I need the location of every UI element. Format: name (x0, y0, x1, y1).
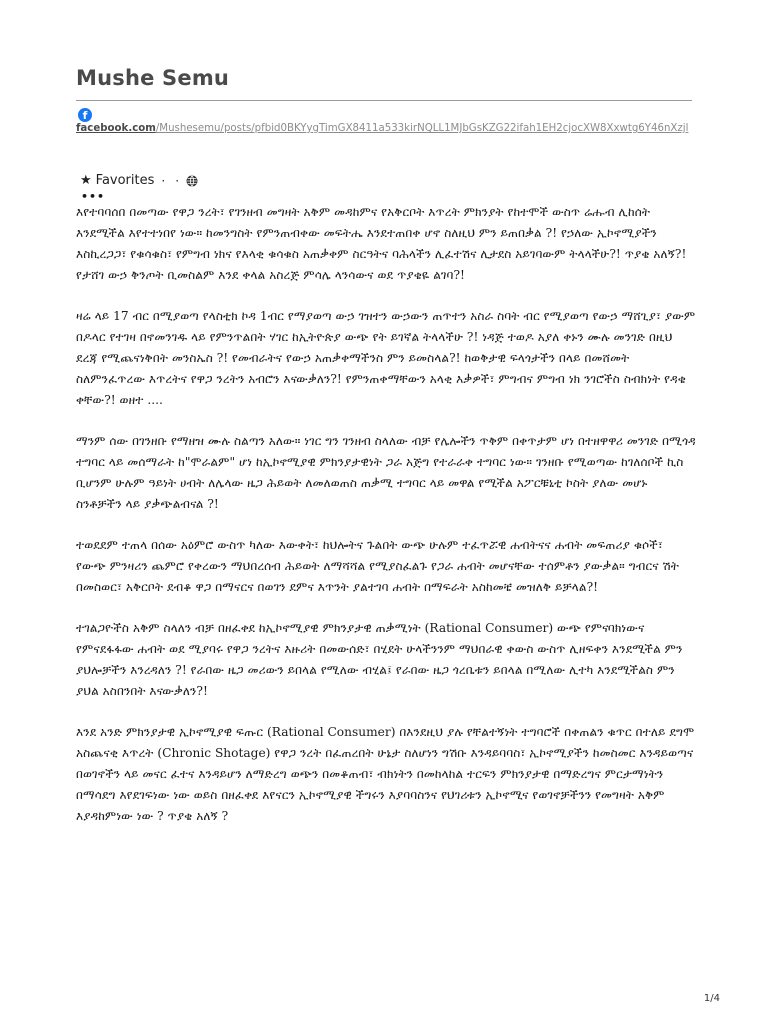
post-meta (80, 173, 198, 188)
link-domain[interactable]: facebook.com (76, 123, 156, 134)
paragraph: እየተባባሰበ በመጣው የዋጋ ንረት፣ የገንዘብ መግዛት አቅም መዳከምና የአቅርቦት እጥረት ምክንያት የከተሞች ውስጥ ሬሑብ ሊከሰት እንደሚችል እየተተነበየ ነው። ከመንግስት የምንጠብቀው መፍትሔ እንደተጠበቀ ሆኖ ስለዚህ ምን ይጠበቃል ?! የኃለው ኢኮኖሚያችን እስኪረጋጋ፣ የቁሳቁስ፣ የምግብ ነክና የእላቂ ቁሳቁስ አጠቃቀም ስርዓትና ባሕላችን ሊፈተሽና ሊታደስ አይገባውም ትላላችሁ?! ጥያቄ አለኝ?! የታሸገ ውኃ ቅንጦት ቢመስልም እንደ ቀላል አስረጅ ምሳሌ ላንሳውና ወደ ጥያቄዬ ልገባ?! (76, 205, 687, 282)
page-number: 1/4 (703, 993, 720, 1004)
paragraph: እንደ አንድ ምክንያታዊ ኢኮኖሚያዊ ፍጡር (Rational Consumer) በእንደዚህ ያሉ የቸልተኝነት ተግባሮች በቀጠልን ቁጥር በተለይ ደግሞ አስጨናቂ እጥረት (Chronic Shotage) የዋጋ ንረት በፈጠረበት ሁኔታ ስለሆነን ግሽቡ እንዳይባባስ፣ ኢኮኖሚያችን ከመስመር እንዳይወጣና በወገኖችን ላይ መናር ፈተና እንዳይሆን ለማድረግ ወጭን በመቆጠብ፣ ብክነትን በመከላከል ተርፍን ምክንያታዊ በማድረግና ምርታማነትን በማሳደግ እየደገፍነው ነው ወይስ በዘፈቀደ እየናርን ኢኮኖሚያዊ ችግሩን እያባባስንና የህገሪቱን ኢኮኖሚና የወገኖቻችንን የመግዛት አቅም እያዳከምነው ነው ? ጥያቄ አለኝ ? (76, 725, 695, 823)
globe-icon (186, 175, 198, 187)
more-options[interactable]: ••• (81, 190, 106, 203)
source-link[interactable] (76, 122, 696, 136)
paragraph: ዛሬ ላይ 17 ብር በሚያወጣ የላስቲክ ኮዳ 1ብር የማያወጣ ውኃ ገዝተን ውኃውን ጠጥተን አስራ ስባት ብር የሚያወጣ የውኃ ማሸጊያ፣ ያውም በዶላር የተገዛ በኖመንገዱ ላይ የምንጥልበት ሃገር ከኢትዮጵያ ውጭ የት ይገኛል ትላላችሁ ?! ነዳጅ ተወዶ አያለ ቀኑን ሙሉ መንገድ በዚህ ደረጃ የሚጨናነቅበት መንስኤስ ?! የመብራትና የውኃ አጠቃቀማችንስ ምን ይመስላል?! ከወቅታዊ ፍላጎታችን በላይ በመሸመት ስለምንፈጥረው እጥረትና የዋጋ ንረትን አብሮን እናውቃለን?! የምንጠቀማቸውን አላቂ እቃዎች፣ ምግብና ምግብ ነክ ንገሮችስ ስብክነት የዳቄ ቀቸው?! ወዘተ .... (76, 309, 696, 407)
post-body (76, 202, 696, 847)
paragraph: ተገልጋዮችስ አቅም ስላለን ብቻ በዘፈቀደ ከኢኮኖሚያዊ ምክንያታዊ ጠቃሚነት (Rational Consumer) ውጭ የምናባክነውና የምናደፋፋው ሐብት ወደ ሚያባሩ የዋጋ ንረትና እዙሪት በመውሰድ፣ በሂደት ሁላችንንም ማህበራዊ ቀውስ ውስጥ ሊዘፍቀን እንደሚችል ምን ያህሎቻችን እንረዳለን ?! የራበው ዜጋ መሪውን ይበላል የሚለው ብሂል፤ የራበው ዜጋ ጎረቤቱን ይበላል በሚለው ሊተካ እንደሚችልስ ምን ያህል አስበንበት እናውቃለን?! (76, 621, 683, 698)
favorites-label: Favorites (95, 173, 155, 188)
page-title: Mushe Semu (76, 66, 230, 90)
meta-separator: · (161, 173, 166, 188)
facebook-icon: f (78, 108, 92, 122)
star-icon: ★ (80, 173, 92, 188)
paragraph: ተወደደም ተጠላ በሰው አዕምሮ ውስጥ ካለው እውቀት፣ ከህሎትና ጉልበት ውጭ ሁሉም ተፈጥሯዊ ሐብትናና ሐብት መፍጠሪያ ቁሶች፣ የውጭ ምንዛሪን ጨምሮ የቀረውን ማህበረሰብ ሕይወት ለማሻሻል የሚያስፈልጉ የጋራ ሐብት መሆናቸው ተሰምቶን ያውቃል። ግብርና ሽት በመስወር፣ አቅርቦት ደብቆ ዋጋ በማናርና በወገን ደምና እጥንት ያልተገባ ሐብት በማፍራት አስከመቼ መዝለቅ ይቻላል?! (76, 538, 679, 594)
paragraph: ማንም ሰው በገንዘቡ የማዘዝ ሙሉ ስልጣን አለው። ነገር ግን ገንዘብ ስላለው ብቻ የሌሎችን ጥቅም በቀጥታም ሆነ በተዘዋዋሪ መንገድ በሚጎዳ ተግባር ላይ መሰማራት ከ"ሞራልም" ሆነ ከኢኮኖሚያዊ ምክንያታዊነት ጋራ አጅግ የተራራቀ ተግባር ነው። ገንዘቡ የሚወጣው ከገለሰቦች ኪስ ቢሆንም ሁሉም ዓይነት ሀብት ለሌላው ዜጋ ሕይወት ለመለወጠስ ጠቃሚ ተግባር ላይ መዋል የሚችል አፖርቹኒቲ ኮስት ያለው መሆኑ ስንቶቻችን ላይ ያቃጭልብናል ?! (76, 434, 696, 511)
link-path[interactable]: /Mushesemu/posts/pfbid0BKYygTimGX8411a533kirNQLL1MJbGsKZG22ifah1EH2cjocXW8Xxwtg6Y46nXzjl (155, 123, 689, 134)
meta-separator-2: · (175, 173, 180, 188)
title-divider (76, 100, 692, 101)
